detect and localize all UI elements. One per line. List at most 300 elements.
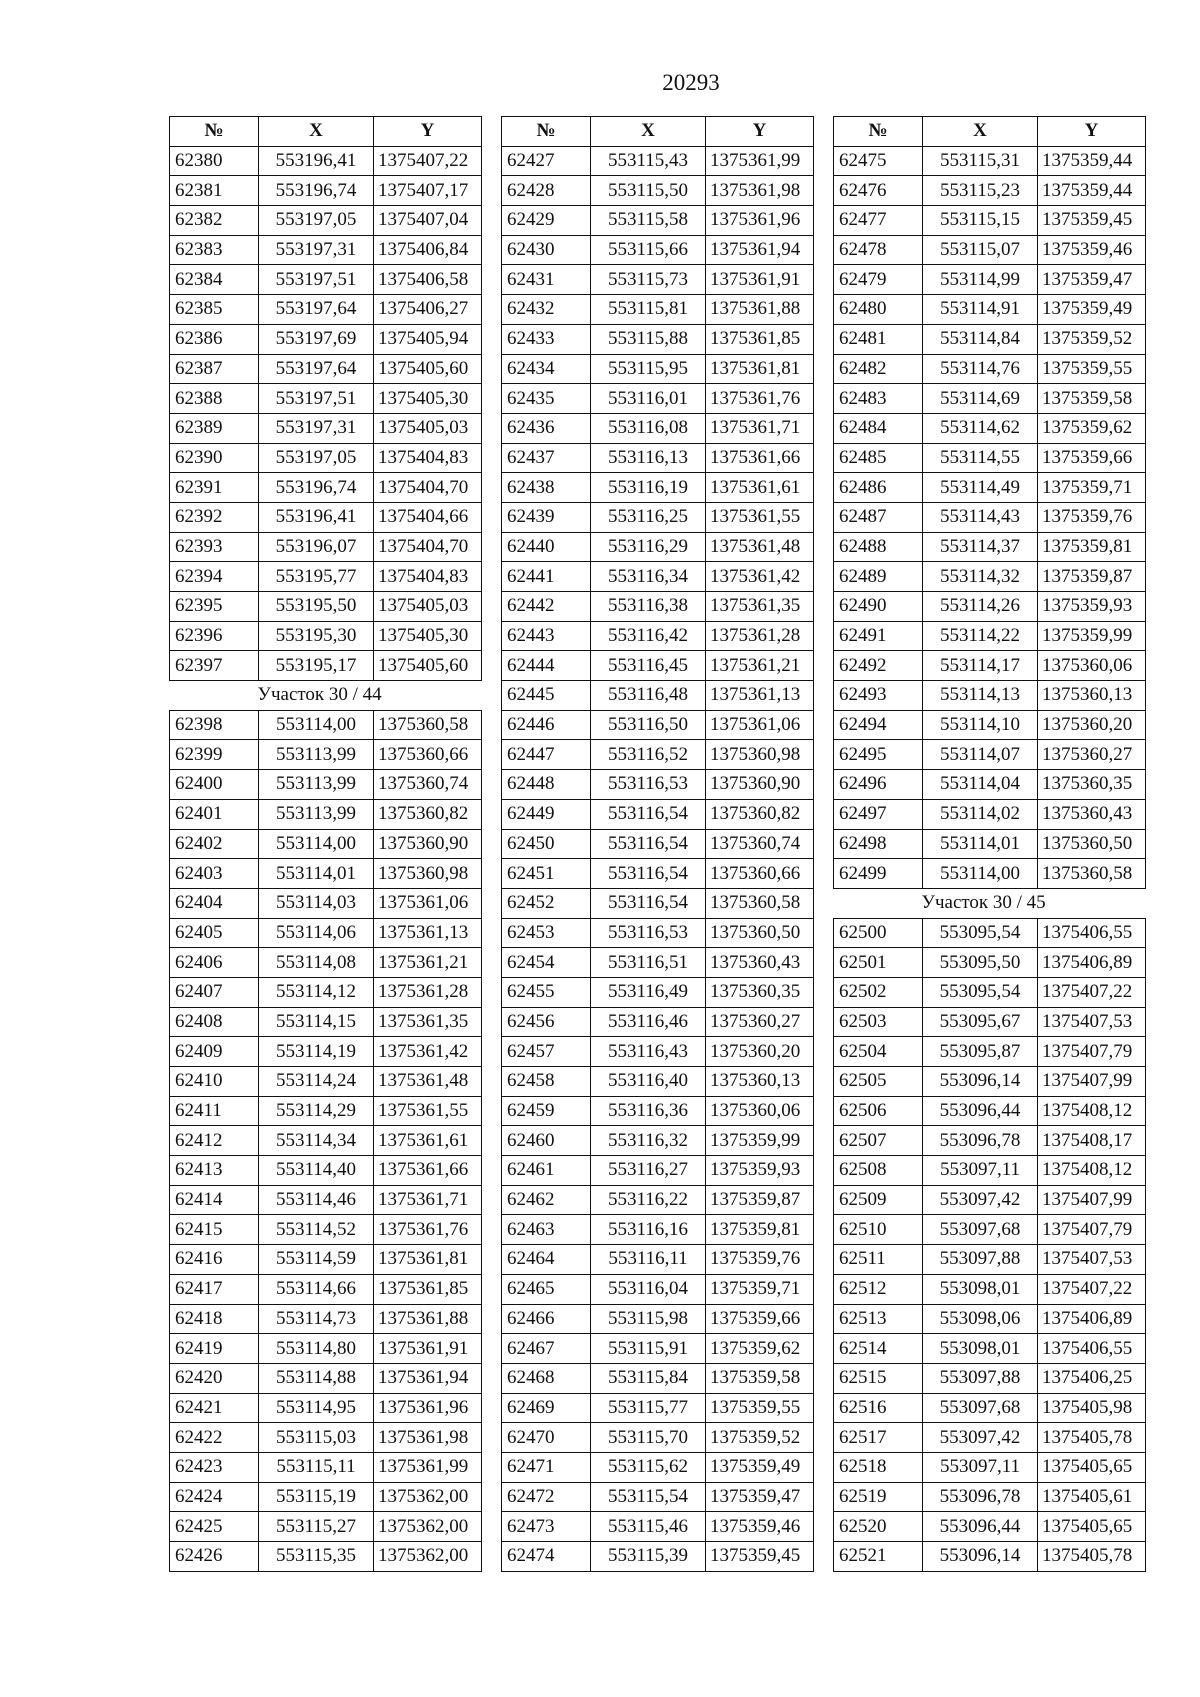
table-row bbox=[502, 473, 814, 503]
table-row bbox=[834, 1363, 1146, 1393]
x-coordinate-cell: 553116,29 bbox=[591, 532, 706, 562]
table-row bbox=[834, 621, 1146, 651]
x-coordinate-cell: 553114,17 bbox=[923, 651, 1038, 681]
table-row bbox=[170, 235, 482, 265]
table-row bbox=[502, 1096, 814, 1126]
x-coordinate-cell: 553095,54 bbox=[923, 918, 1038, 948]
y-coordinate-cell: 1375361,85 bbox=[706, 324, 814, 354]
y-coordinate-cell: 1375359,58 bbox=[1038, 384, 1146, 414]
point-number-cell: 62429 bbox=[502, 206, 591, 236]
table-row bbox=[170, 295, 482, 325]
point-number-cell: 62439 bbox=[502, 502, 591, 532]
x-coordinate-cell: 553114,08 bbox=[259, 948, 374, 978]
x-coordinate-cell: 553116,49 bbox=[591, 977, 706, 1007]
table-row bbox=[502, 295, 814, 325]
point-number-cell: 62488 bbox=[834, 532, 923, 562]
point-number-cell: 62504 bbox=[834, 1037, 923, 1067]
y-coordinate-cell: 1375360,20 bbox=[1038, 710, 1146, 740]
table-row bbox=[170, 1215, 482, 1245]
x-coordinate-cell: 553114,19 bbox=[259, 1037, 374, 1067]
table-row bbox=[834, 1542, 1146, 1572]
table-row bbox=[502, 1007, 814, 1037]
table-row bbox=[502, 1304, 814, 1334]
point-number-cell: 62456 bbox=[502, 1007, 591, 1037]
table-row bbox=[170, 592, 482, 622]
x-coordinate-cell: 553096,14 bbox=[923, 1067, 1038, 1097]
point-number-cell: 62387 bbox=[170, 354, 259, 384]
point-number-cell: 62405 bbox=[170, 918, 259, 948]
x-coordinate-cell: 553116,11 bbox=[591, 1245, 706, 1275]
table-row bbox=[834, 829, 1146, 859]
y-coordinate-cell: 1375361,76 bbox=[374, 1215, 482, 1245]
y-coordinate-cell: 1375360,50 bbox=[706, 918, 814, 948]
x-coordinate-cell: 553116,32 bbox=[591, 1126, 706, 1156]
x-coordinate-cell: 553114,07 bbox=[923, 740, 1038, 770]
table-row bbox=[170, 1393, 482, 1423]
x-coordinate-cell: 553195,17 bbox=[259, 651, 374, 681]
y-coordinate-cell: 1375360,27 bbox=[706, 1007, 814, 1037]
x-coordinate-cell: 553114,04 bbox=[923, 770, 1038, 800]
point-number-cell: 62472 bbox=[502, 1482, 591, 1512]
point-number-cell: 62396 bbox=[170, 621, 259, 651]
table-row bbox=[834, 1334, 1146, 1364]
y-coordinate-cell: 1375361,48 bbox=[706, 532, 814, 562]
table-row bbox=[170, 948, 482, 978]
y-coordinate-cell: 1375360,35 bbox=[1038, 770, 1146, 800]
table-row bbox=[834, 1215, 1146, 1245]
y-coordinate-cell: 1375405,03 bbox=[374, 413, 482, 443]
x-coordinate-cell: 553116,46 bbox=[591, 1007, 706, 1037]
point-number-cell: 62485 bbox=[834, 443, 923, 473]
x-coordinate-cell: 553114,55 bbox=[923, 443, 1038, 473]
header-num: № bbox=[834, 117, 923, 147]
point-number-cell: 62402 bbox=[170, 829, 259, 859]
point-number-cell: 62390 bbox=[170, 443, 259, 473]
table-row bbox=[502, 1126, 814, 1156]
y-coordinate-cell: 1375406,55 bbox=[1038, 1334, 1146, 1364]
point-number-cell: 62502 bbox=[834, 977, 923, 1007]
table-row bbox=[502, 1245, 814, 1275]
x-coordinate-cell: 553115,54 bbox=[591, 1482, 706, 1512]
x-coordinate-cell: 553116,36 bbox=[591, 1096, 706, 1126]
y-coordinate-cell: 1375360,74 bbox=[706, 829, 814, 859]
coordinate-table-2 bbox=[501, 116, 814, 1572]
point-number-cell: 62473 bbox=[502, 1512, 591, 1542]
table-row bbox=[502, 977, 814, 1007]
y-coordinate-cell: 1375360,13 bbox=[1038, 681, 1146, 711]
table-row bbox=[502, 1156, 814, 1186]
table-row bbox=[170, 1334, 482, 1364]
x-coordinate-cell: 553097,68 bbox=[923, 1393, 1038, 1423]
y-coordinate-cell: 1375361,42 bbox=[374, 1037, 482, 1067]
table-row bbox=[170, 146, 482, 176]
y-coordinate-cell: 1375361,99 bbox=[374, 1452, 482, 1482]
point-number-cell: 62505 bbox=[834, 1067, 923, 1097]
y-coordinate-cell: 1375360,50 bbox=[1038, 829, 1146, 859]
y-coordinate-cell: 1375406,25 bbox=[1038, 1363, 1146, 1393]
x-coordinate-cell: 553114,62 bbox=[923, 413, 1038, 443]
x-coordinate-cell: 553114,95 bbox=[259, 1393, 374, 1423]
point-number-cell: 62389 bbox=[170, 413, 259, 443]
y-coordinate-cell: 1375359,44 bbox=[1038, 176, 1146, 206]
table-row bbox=[502, 710, 814, 740]
y-coordinate-cell: 1375361,71 bbox=[374, 1185, 482, 1215]
x-coordinate-cell: 553197,69 bbox=[259, 324, 374, 354]
table-row bbox=[502, 1274, 814, 1304]
table-row bbox=[170, 1452, 482, 1482]
y-coordinate-cell: 1375360,13 bbox=[706, 1067, 814, 1097]
point-number-cell: 62520 bbox=[834, 1512, 923, 1542]
y-coordinate-cell: 1375359,71 bbox=[706, 1274, 814, 1304]
y-coordinate-cell: 1375404,66 bbox=[374, 502, 482, 532]
x-coordinate-cell: 553114,01 bbox=[259, 859, 374, 889]
y-coordinate-cell: 1375360,66 bbox=[706, 859, 814, 889]
point-number-cell: 62422 bbox=[170, 1423, 259, 1453]
x-coordinate-cell: 553114,88 bbox=[259, 1363, 374, 1393]
x-coordinate-cell: 553114,46 bbox=[259, 1185, 374, 1215]
point-number-cell: 62494 bbox=[834, 710, 923, 740]
table-row bbox=[170, 265, 482, 295]
table-row bbox=[834, 354, 1146, 384]
point-number-cell: 62424 bbox=[170, 1482, 259, 1512]
y-coordinate-cell: 1375361,61 bbox=[706, 473, 814, 503]
header-num: № bbox=[170, 117, 259, 147]
table-row bbox=[170, 859, 482, 889]
point-number-cell: 62478 bbox=[834, 235, 923, 265]
x-coordinate-cell: 553114,15 bbox=[259, 1007, 374, 1037]
x-coordinate-cell: 553114,80 bbox=[259, 1334, 374, 1364]
point-number-cell: 62431 bbox=[502, 265, 591, 295]
x-coordinate-cell: 553116,38 bbox=[591, 592, 706, 622]
point-number-cell: 62514 bbox=[834, 1334, 923, 1364]
point-number-cell: 62411 bbox=[170, 1096, 259, 1126]
y-coordinate-cell: 1375406,84 bbox=[374, 235, 482, 265]
x-coordinate-cell: 553114,00 bbox=[259, 829, 374, 859]
point-number-cell: 62407 bbox=[170, 977, 259, 1007]
table-row bbox=[834, 1393, 1146, 1423]
x-coordinate-cell: 553114,22 bbox=[923, 621, 1038, 651]
y-coordinate-cell: 1375406,89 bbox=[1038, 948, 1146, 978]
point-number-cell: 62511 bbox=[834, 1245, 923, 1275]
y-coordinate-cell: 1375407,79 bbox=[1038, 1037, 1146, 1067]
y-coordinate-cell: 1375407,22 bbox=[374, 146, 482, 176]
x-coordinate-cell: 553116,42 bbox=[591, 621, 706, 651]
table-row bbox=[170, 1304, 482, 1334]
point-number-cell: 62393 bbox=[170, 532, 259, 562]
table-row bbox=[170, 1274, 482, 1304]
table-row bbox=[502, 681, 814, 711]
point-number-cell: 62477 bbox=[834, 206, 923, 236]
point-number-cell: 62383 bbox=[170, 235, 259, 265]
x-coordinate-cell: 553196,41 bbox=[259, 502, 374, 532]
point-number-cell: 62481 bbox=[834, 324, 923, 354]
y-coordinate-cell: 1375359,52 bbox=[1038, 324, 1146, 354]
x-coordinate-cell: 553096,14 bbox=[923, 1542, 1038, 1572]
table-row bbox=[170, 473, 482, 503]
table-row bbox=[834, 146, 1146, 176]
table-row bbox=[170, 1067, 482, 1097]
point-number-cell: 62463 bbox=[502, 1215, 591, 1245]
y-coordinate-cell: 1375359,58 bbox=[706, 1363, 814, 1393]
point-number-cell: 62433 bbox=[502, 324, 591, 354]
x-coordinate-cell: 553115,19 bbox=[259, 1482, 374, 1512]
point-number-cell: 62388 bbox=[170, 384, 259, 414]
x-coordinate-cell: 553114,32 bbox=[923, 562, 1038, 592]
point-number-cell: 62498 bbox=[834, 829, 923, 859]
table-row bbox=[502, 562, 814, 592]
table-row bbox=[170, 829, 482, 859]
y-coordinate-cell: 1375407,17 bbox=[374, 176, 482, 206]
table-row bbox=[170, 918, 482, 948]
table-header-row bbox=[834, 117, 1146, 147]
y-coordinate-cell: 1375361,76 bbox=[706, 384, 814, 414]
y-coordinate-cell: 1375406,27 bbox=[374, 295, 482, 325]
table-row bbox=[502, 1452, 814, 1482]
x-coordinate-cell: 553115,11 bbox=[259, 1452, 374, 1482]
y-coordinate-cell: 1375408,12 bbox=[1038, 1156, 1146, 1186]
point-number-cell: 62410 bbox=[170, 1067, 259, 1097]
y-coordinate-cell: 1375407,04 bbox=[374, 206, 482, 236]
table-row bbox=[502, 1423, 814, 1453]
y-coordinate-cell: 1375359,47 bbox=[1038, 265, 1146, 295]
x-coordinate-cell: 553113,99 bbox=[259, 799, 374, 829]
table-row bbox=[502, 1215, 814, 1245]
table-row bbox=[834, 1423, 1146, 1453]
x-coordinate-cell: 553098,01 bbox=[923, 1334, 1038, 1364]
x-coordinate-cell: 553116,45 bbox=[591, 651, 706, 681]
point-number-cell: 62420 bbox=[170, 1363, 259, 1393]
x-coordinate-cell: 553116,01 bbox=[591, 384, 706, 414]
table-row bbox=[502, 1482, 814, 1512]
table-row bbox=[834, 206, 1146, 236]
point-number-cell: 62464 bbox=[502, 1245, 591, 1275]
table-row bbox=[502, 888, 814, 918]
x-coordinate-cell: 553115,15 bbox=[923, 206, 1038, 236]
y-coordinate-cell: 1375361,06 bbox=[374, 888, 482, 918]
y-coordinate-cell: 1375360,58 bbox=[1038, 859, 1146, 889]
point-number-cell: 62400 bbox=[170, 770, 259, 800]
y-coordinate-cell: 1375405,65 bbox=[1038, 1452, 1146, 1482]
header-y: Y bbox=[374, 117, 482, 147]
section-title: Участок 30 / 45 bbox=[834, 888, 1146, 918]
y-coordinate-cell: 1375359,52 bbox=[706, 1423, 814, 1453]
y-coordinate-cell: 1375359,66 bbox=[1038, 443, 1146, 473]
y-coordinate-cell: 1375361,55 bbox=[374, 1096, 482, 1126]
x-coordinate-cell: 553114,13 bbox=[923, 681, 1038, 711]
point-number-cell: 62421 bbox=[170, 1393, 259, 1423]
y-coordinate-cell: 1375360,82 bbox=[374, 799, 482, 829]
x-coordinate-cell: 553116,54 bbox=[591, 859, 706, 889]
table-row bbox=[170, 1245, 482, 1275]
point-number-cell: 62451 bbox=[502, 859, 591, 889]
x-coordinate-cell: 553114,02 bbox=[923, 799, 1038, 829]
x-coordinate-cell: 553095,54 bbox=[923, 977, 1038, 1007]
y-coordinate-cell: 1375361,28 bbox=[374, 977, 482, 1007]
point-number-cell: 62500 bbox=[834, 918, 923, 948]
table-row bbox=[834, 740, 1146, 770]
x-coordinate-cell: 553116,19 bbox=[591, 473, 706, 503]
table-row bbox=[834, 1037, 1146, 1067]
point-number-cell: 62482 bbox=[834, 354, 923, 384]
y-coordinate-cell: 1375404,70 bbox=[374, 532, 482, 562]
y-coordinate-cell: 1375361,94 bbox=[374, 1363, 482, 1393]
point-number-cell: 62507 bbox=[834, 1126, 923, 1156]
x-coordinate-cell: 553196,74 bbox=[259, 473, 374, 503]
point-number-cell: 62484 bbox=[834, 413, 923, 443]
y-coordinate-cell: 1375361,66 bbox=[374, 1156, 482, 1186]
point-number-cell: 62385 bbox=[170, 295, 259, 325]
table-row bbox=[170, 770, 482, 800]
table-row bbox=[834, 977, 1146, 1007]
point-number-cell: 62398 bbox=[170, 710, 259, 740]
table-row bbox=[834, 413, 1146, 443]
y-coordinate-cell: 1375361,21 bbox=[706, 651, 814, 681]
point-number-cell: 62397 bbox=[170, 651, 259, 681]
table-row bbox=[834, 443, 1146, 473]
x-coordinate-cell: 553114,00 bbox=[923, 859, 1038, 889]
table-header-row bbox=[170, 117, 482, 147]
y-coordinate-cell: 1375361,96 bbox=[374, 1393, 482, 1423]
y-coordinate-cell: 1375361,61 bbox=[374, 1126, 482, 1156]
table-row bbox=[170, 977, 482, 1007]
table-row bbox=[502, 829, 814, 859]
point-number-cell: 62508 bbox=[834, 1156, 923, 1186]
x-coordinate-cell: 553197,31 bbox=[259, 413, 374, 443]
y-coordinate-cell: 1375359,55 bbox=[706, 1393, 814, 1423]
point-number-cell: 62452 bbox=[502, 888, 591, 918]
y-coordinate-cell: 1375361,98 bbox=[706, 176, 814, 206]
point-number-cell: 62426 bbox=[170, 1542, 259, 1572]
point-number-cell: 62506 bbox=[834, 1096, 923, 1126]
x-coordinate-cell: 553096,78 bbox=[923, 1126, 1038, 1156]
x-coordinate-cell: 553097,11 bbox=[923, 1156, 1038, 1186]
table-row bbox=[834, 1304, 1146, 1334]
table-row bbox=[834, 324, 1146, 354]
table-row bbox=[834, 1185, 1146, 1215]
x-coordinate-cell: 553115,77 bbox=[591, 1393, 706, 1423]
x-coordinate-cell: 553116,40 bbox=[591, 1067, 706, 1097]
table-row bbox=[834, 473, 1146, 503]
table-row bbox=[502, 859, 814, 889]
table-row bbox=[834, 265, 1146, 295]
point-number-cell: 62489 bbox=[834, 562, 923, 592]
point-number-cell: 62412 bbox=[170, 1126, 259, 1156]
point-number-cell: 62459 bbox=[502, 1096, 591, 1126]
table-row bbox=[502, 443, 814, 473]
table-row bbox=[170, 324, 482, 354]
y-coordinate-cell: 1375407,79 bbox=[1038, 1215, 1146, 1245]
table-row bbox=[834, 1126, 1146, 1156]
y-coordinate-cell: 1375405,65 bbox=[1038, 1512, 1146, 1542]
y-coordinate-cell: 1375359,71 bbox=[1038, 473, 1146, 503]
x-coordinate-cell: 553195,30 bbox=[259, 621, 374, 651]
y-coordinate-cell: 1375361,85 bbox=[374, 1274, 482, 1304]
x-coordinate-cell: 553116,48 bbox=[591, 681, 706, 711]
table-row bbox=[834, 562, 1146, 592]
table-row bbox=[834, 1007, 1146, 1037]
point-number-cell: 62510 bbox=[834, 1215, 923, 1245]
table-row bbox=[834, 770, 1146, 800]
table-row bbox=[502, 265, 814, 295]
x-coordinate-cell: 553116,50 bbox=[591, 710, 706, 740]
table-row bbox=[502, 918, 814, 948]
point-number-cell: 62413 bbox=[170, 1156, 259, 1186]
table-row bbox=[170, 1126, 482, 1156]
table-row bbox=[170, 1037, 482, 1067]
y-coordinate-cell: 1375362,00 bbox=[374, 1542, 482, 1572]
y-coordinate-cell: 1375360,58 bbox=[706, 888, 814, 918]
y-coordinate-cell: 1375361,13 bbox=[374, 918, 482, 948]
table-row bbox=[170, 443, 482, 473]
y-coordinate-cell: 1375359,76 bbox=[1038, 502, 1146, 532]
table-row bbox=[502, 1037, 814, 1067]
x-coordinate-cell: 553115,88 bbox=[591, 324, 706, 354]
x-coordinate-cell: 553116,51 bbox=[591, 948, 706, 978]
y-coordinate-cell: 1375406,58 bbox=[374, 265, 482, 295]
table-row bbox=[502, 532, 814, 562]
x-coordinate-cell: 553114,37 bbox=[923, 532, 1038, 562]
header-num: № bbox=[502, 117, 591, 147]
y-coordinate-cell: 1375359,46 bbox=[1038, 235, 1146, 265]
x-coordinate-cell: 553114,69 bbox=[923, 384, 1038, 414]
point-number-cell: 62419 bbox=[170, 1334, 259, 1364]
point-number-cell: 62416 bbox=[170, 1245, 259, 1275]
y-coordinate-cell: 1375360,82 bbox=[706, 799, 814, 829]
x-coordinate-cell: 553115,70 bbox=[591, 1423, 706, 1453]
point-number-cell: 62428 bbox=[502, 176, 591, 206]
table-row bbox=[834, 859, 1146, 889]
table-row bbox=[502, 1393, 814, 1423]
y-coordinate-cell: 1375405,94 bbox=[374, 324, 482, 354]
x-coordinate-cell: 553115,58 bbox=[591, 206, 706, 236]
page-number: 20293 bbox=[662, 70, 720, 95]
x-coordinate-cell: 553195,50 bbox=[259, 592, 374, 622]
x-coordinate-cell: 553114,03 bbox=[259, 888, 374, 918]
point-number-cell: 62386 bbox=[170, 324, 259, 354]
y-coordinate-cell: 1375360,20 bbox=[706, 1037, 814, 1067]
y-coordinate-cell: 1375362,00 bbox=[374, 1482, 482, 1512]
point-number-cell: 62435 bbox=[502, 384, 591, 414]
x-coordinate-cell: 553113,99 bbox=[259, 740, 374, 770]
x-coordinate-cell: 553115,31 bbox=[923, 146, 1038, 176]
x-coordinate-cell: 553097,42 bbox=[923, 1423, 1038, 1453]
x-coordinate-cell: 553115,43 bbox=[591, 146, 706, 176]
y-coordinate-cell: 1375361,55 bbox=[706, 502, 814, 532]
y-coordinate-cell: 1375359,46 bbox=[706, 1512, 814, 1542]
y-coordinate-cell: 1375359,93 bbox=[1038, 592, 1146, 622]
point-number-cell: 62453 bbox=[502, 918, 591, 948]
point-number-cell: 62512 bbox=[834, 1274, 923, 1304]
section-row bbox=[170, 681, 482, 711]
y-coordinate-cell: 1375359,45 bbox=[1038, 206, 1146, 236]
y-coordinate-cell: 1375359,44 bbox=[1038, 146, 1146, 176]
table-row bbox=[502, 502, 814, 532]
y-coordinate-cell: 1375361,96 bbox=[706, 206, 814, 236]
y-coordinate-cell: 1375405,78 bbox=[1038, 1542, 1146, 1572]
point-number-cell: 62462 bbox=[502, 1185, 591, 1215]
header-x: X bbox=[591, 117, 706, 147]
x-coordinate-cell: 553116,27 bbox=[591, 1156, 706, 1186]
y-coordinate-cell: 1375359,55 bbox=[1038, 354, 1146, 384]
table-row bbox=[834, 918, 1146, 948]
x-coordinate-cell: 553116,13 bbox=[591, 443, 706, 473]
y-coordinate-cell: 1375361,28 bbox=[706, 621, 814, 651]
point-number-cell: 62434 bbox=[502, 354, 591, 384]
table-row bbox=[170, 206, 482, 236]
x-coordinate-cell: 553095,50 bbox=[923, 948, 1038, 978]
x-coordinate-cell: 553114,10 bbox=[923, 710, 1038, 740]
x-coordinate-cell: 553114,59 bbox=[259, 1245, 374, 1275]
